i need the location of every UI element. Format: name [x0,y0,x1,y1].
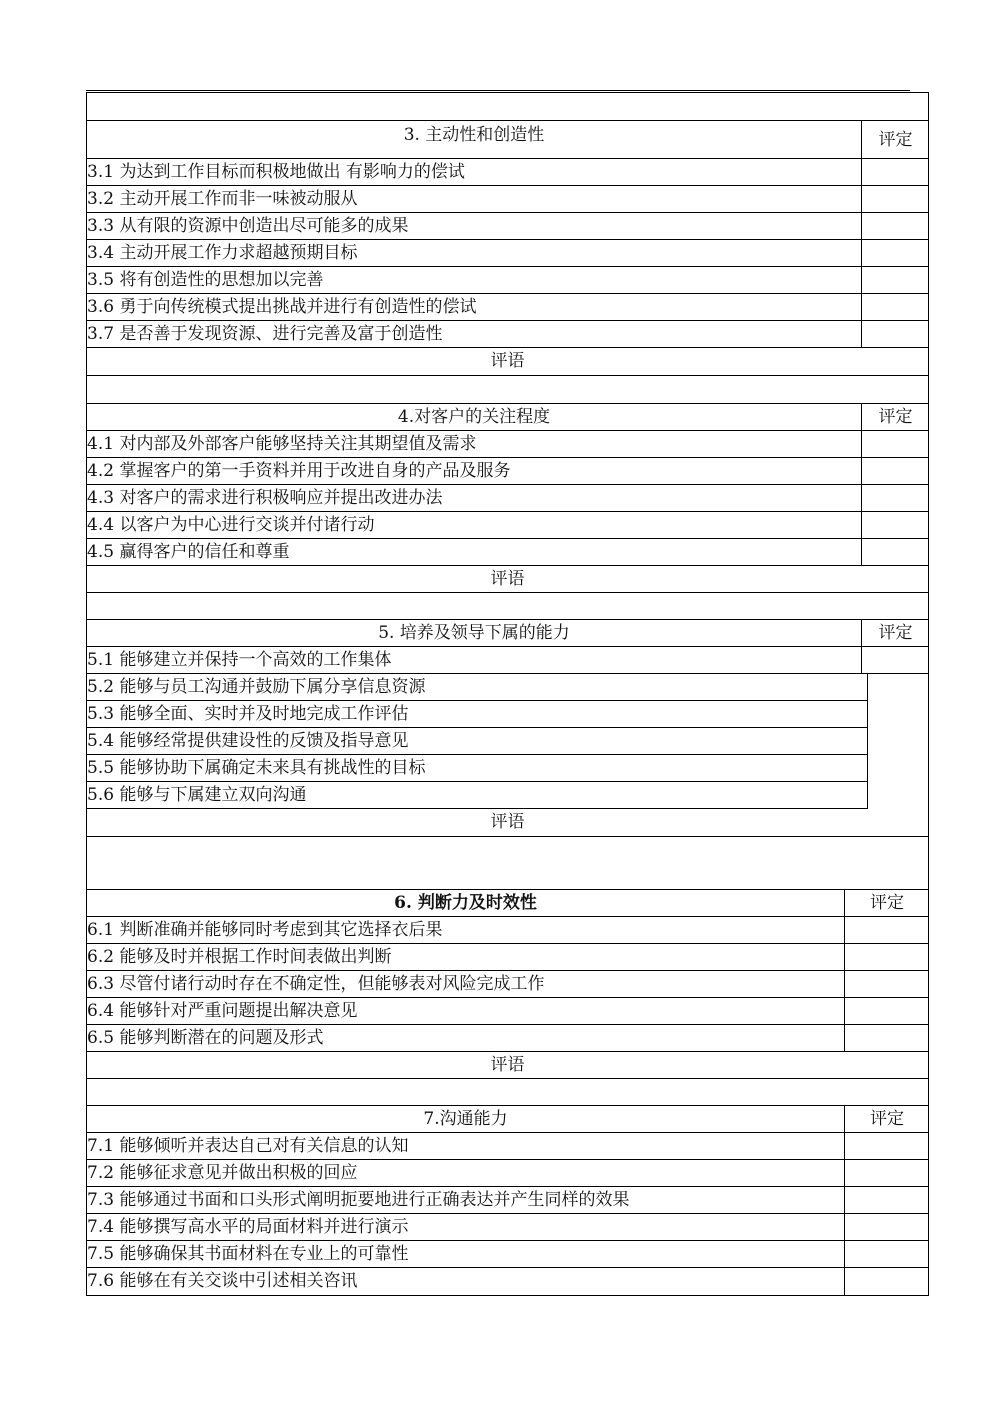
rating-cell[interactable] [861,240,929,267]
criteria-row [87,917,928,944]
section-header [87,620,928,647]
criteria-row [87,998,928,1025]
criteria-text: 4.5 赢得客户的信任和尊重 [87,542,290,562]
rating-cell[interactable] [861,512,929,539]
blank-row [87,93,928,121]
criteria-text: 7.1 能够倾听并表达自己对有关信息的认知 [87,1136,409,1156]
rating-cell[interactable] [844,1133,929,1160]
comment-blank-row[interactable] [87,593,928,620]
rating-cell[interactable] [844,998,929,1025]
criteria-row [87,728,868,755]
criteria-row [87,267,928,294]
criteria-text: 3.6 勇于向传统模式提出挑战并进行有创造性的偿试 [87,297,477,317]
criteria-text: 6.2 能够及时并根据工作时间表做出判断 [87,947,392,967]
comment-row[interactable] [87,1052,928,1079]
criteria-text: 4.1 对内部及外部客户能够坚持关注其期望值及需求 [87,434,477,454]
rating-header: 评定 [844,890,929,917]
criteria-row [87,240,928,267]
comment-label: 评语 [490,1055,525,1075]
criteria-text: 5.3 能够全面、实时并及时地完成工作评估 [87,704,409,724]
comment-blank-row[interactable] [87,376,928,404]
criteria-text: 7.4 能够撰写高水平的局面材料并进行演示 [87,1217,409,1237]
criteria-text: 7.3 能够通过书面和口头形式阐明扼要地进行正确表达并产生同样的效果 [87,1190,630,1210]
rating-cell[interactable] [844,1241,929,1268]
criteria-text: 3.3 从有限的资源中创造出尽可能多的成果 [87,216,409,236]
rating-cell[interactable] [844,1160,929,1187]
criteria-row [87,1241,928,1268]
section-header [87,1106,928,1133]
criteria-text: 6.3 尽管付诸行动时存在不确定性，但能够表对风险完成工作 [87,974,545,994]
criteria-row [87,1187,928,1214]
criteria-text: 6.5 能够判断潜在的问题及形式 [87,1028,324,1048]
criteria-text: 5.6 能够与下属建立双向沟通 [87,785,307,805]
criteria-text: 7.5 能够确保其书面材料在专业上的可靠性 [87,1244,409,1264]
rating-cell[interactable] [844,1187,929,1214]
criteria-text: 3.5 将有创造性的思想加以完善 [87,270,324,290]
criteria-row [87,512,928,539]
rating-header: 评定 [861,121,929,159]
criteria-row [87,321,928,348]
criteria-row [87,647,928,674]
criteria-row [87,186,928,213]
criteria-row [87,1025,928,1052]
criteria-row [87,213,928,240]
criteria-row [87,539,928,566]
rating-cell[interactable] [844,1025,929,1052]
criteria-row [87,782,868,809]
criteria-row [87,1133,928,1160]
criteria-text: 3.4 主动开展工作力求超越预期目标 [87,243,358,263]
criteria-row [87,294,928,321]
section-title: 6. 判断力及时效性 [394,893,537,913]
comment-row[interactable] [87,809,928,837]
rating-cell[interactable] [844,1268,929,1296]
top-rule [86,90,910,91]
criteria-row [87,755,868,782]
criteria-text: 3.2 主动开展工作而非一味被动服从 [87,189,358,209]
rating-cell[interactable] [861,186,929,213]
rating-cell[interactable] [861,267,929,294]
criteria-text: 3.1 为达到工作目标而积极地做出 有影响力的偿试 [87,162,465,182]
criteria-text: 7.6 能够在有关交谈中引述相关咨讯 [87,1271,358,1291]
rating-cell[interactable] [861,647,929,674]
criteria-row [87,1160,928,1187]
criteria-text: 4.4 以客户为中心进行交谈并付诸行动 [87,515,375,535]
criteria-text: 5.5 能够协助下属确定未来具有挑战性的目标 [87,758,426,778]
criteria-row [87,431,928,458]
rating-cell[interactable] [844,971,929,998]
criteria-row [87,458,928,485]
criteria-text: 5.1 能够建立并保持一个高效的工作集体 [87,650,392,670]
rating-header: 评定 [844,1106,929,1133]
comment-blank-row[interactable] [87,837,928,890]
rating-cell[interactable] [861,159,929,186]
rating-header: 评定 [861,620,929,647]
rating-cell[interactable] [861,294,929,321]
comment-blank-row[interactable] [87,1079,928,1106]
section-header [87,121,928,159]
section-header [87,890,928,917]
comment-label: 评语 [490,569,525,589]
criteria-text: 7.2 能够征求意见并做出积极的回应 [87,1163,358,1183]
rating-cell[interactable] [844,944,929,971]
criteria-text: 4.3 对客户的需求进行积极响应并提出改进办法 [87,488,443,508]
rating-cell[interactable] [844,1214,929,1241]
criteria-text: 6.1 判断准确并能够同时考虑到其它选择衣后果 [87,920,443,940]
rating-cell[interactable] [844,917,929,944]
comment-row[interactable] [87,566,928,593]
rating-header: 评定 [861,404,929,431]
criteria-row [87,159,928,186]
criteria-text: 5.4 能够经常提供建设性的反馈及指导意见 [87,731,409,751]
criteria-text: 5.2 能够与员工沟通并鼓励下属分享信息资源 [87,677,426,697]
section-title: 5. 培养及领导下属的能力 [378,623,570,643]
rating-cell[interactable] [861,485,929,512]
comment-label: 评语 [490,812,525,832]
evaluation-form [86,92,929,1296]
section-title: 4.对客户的关注程度 [397,407,551,427]
rating-cell[interactable] [861,458,929,485]
section-title: 7.沟通能力 [423,1109,508,1129]
criteria-row [87,1214,928,1241]
criteria-text: 3.7 是否善于发现资源、进行完善及富于创造性 [87,324,443,344]
rating-cell[interactable] [861,321,929,348]
rating-cell[interactable] [867,674,868,701]
criteria-row [87,1268,928,1296]
criteria-row [87,701,868,728]
criteria-row [87,971,928,998]
section-title: 3. 主动性和创造性 [403,125,545,145]
criteria-row [87,944,928,971]
criteria-text: 4.2 掌握客户的第一手资料并用于改进自身的产品及服务 [87,461,511,481]
comment-label: 评语 [490,351,525,371]
section-header [87,404,928,431]
rating-cell[interactable] [861,213,929,240]
criteria-row [87,485,928,512]
comment-row[interactable] [87,348,928,376]
rating-cell[interactable] [861,431,929,458]
criteria-row [87,674,868,701]
rating-cell[interactable] [861,539,929,566]
criteria-text: 6.4 能够针对严重问题提出解决意见 [87,1001,358,1021]
